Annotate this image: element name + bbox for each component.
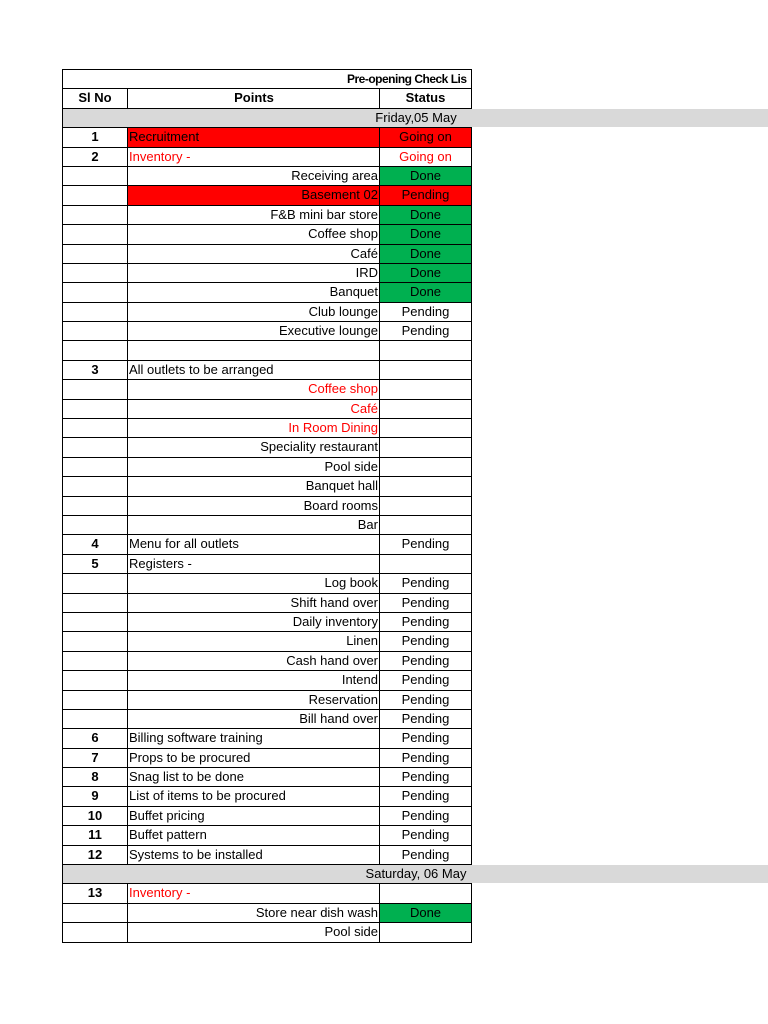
sl-no-cell <box>63 400 128 418</box>
date-label: Saturday, 06 May <box>365 866 467 882</box>
checklist-row <box>63 535 472 554</box>
status-cell: Pending <box>380 632 472 650</box>
checklist-row <box>63 652 472 671</box>
sl-no-cell: 8 <box>63 768 128 786</box>
point-cell: Linen <box>128 632 380 650</box>
status-cell <box>380 458 472 476</box>
point-cell: Café <box>128 400 380 418</box>
checklist-row <box>63 613 472 632</box>
checklist-row <box>63 904 472 923</box>
checklist-row <box>63 225 472 244</box>
checklist-row <box>63 807 472 826</box>
status-cell: Done <box>380 167 472 185</box>
point-cell: List of items to be procured <box>128 787 380 805</box>
sl-no-cell: 11 <box>63 826 128 844</box>
point-cell: Banquet hall <box>128 477 380 495</box>
sl-no-cell <box>63 594 128 612</box>
checklist-row <box>63 768 472 787</box>
status-cell: Going on <box>380 148 472 166</box>
point-cell: In Room Dining <box>128 419 380 437</box>
sl-no-cell <box>63 923 128 941</box>
sl-no-cell <box>63 613 128 631</box>
checklist-row <box>63 826 472 845</box>
point-cell: Buffet pricing <box>128 807 380 825</box>
sl-no-cell <box>63 438 128 456</box>
status-cell: Pending <box>380 691 472 709</box>
checklist-row <box>63 632 472 651</box>
checklist-row <box>63 497 472 516</box>
checklist-row <box>63 846 472 865</box>
status-cell <box>380 555 472 573</box>
status-cell: Done <box>380 904 472 922</box>
point-cell: Buffet pattern <box>128 826 380 844</box>
status-cell: Pending <box>380 652 472 670</box>
title-row <box>63 70 472 89</box>
status-cell: Pending <box>380 787 472 805</box>
point-cell: Coffee shop <box>128 380 380 398</box>
checklist-row <box>63 671 472 690</box>
sl-no-cell <box>63 574 128 592</box>
checklist-row <box>63 380 472 399</box>
status-cell <box>380 361 472 379</box>
point-cell: Reservation <box>128 691 380 709</box>
status-cell: Pending <box>380 574 472 592</box>
status-cell <box>380 477 472 495</box>
sl-no-cell <box>63 516 128 534</box>
status-cell: Done <box>380 206 472 224</box>
point-cell <box>128 341 380 359</box>
sl-no-cell: 5 <box>63 555 128 573</box>
checklist-body <box>63 109 472 943</box>
sl-no-cell <box>63 225 128 243</box>
status-cell: Pending <box>380 729 472 747</box>
status-cell: Done <box>380 264 472 282</box>
sl-no-cell <box>63 497 128 515</box>
point-cell: Props to be procured <box>128 749 380 767</box>
header-status: Status <box>380 89 472 107</box>
point-cell: Pool side <box>128 458 380 476</box>
status-cell: Done <box>380 225 472 243</box>
sl-no-cell <box>63 245 128 263</box>
sl-no-cell <box>63 283 128 301</box>
status-cell <box>380 400 472 418</box>
status-cell: Done <box>380 283 472 301</box>
point-cell: Registers - <box>128 555 380 573</box>
checklist-row <box>63 458 472 477</box>
date-label: Friday,05 May <box>375 109 457 125</box>
date-row <box>63 865 472 884</box>
point-cell: IRD <box>128 264 380 282</box>
status-cell <box>380 380 472 398</box>
date-row <box>63 109 472 128</box>
point-cell: Cash hand over <box>128 652 380 670</box>
status-cell: Pending <box>380 322 472 340</box>
header-points: Points <box>128 89 380 107</box>
checklist-row <box>63 361 472 380</box>
sl-no-cell <box>63 341 128 359</box>
sl-no-cell <box>63 710 128 728</box>
sl-no-cell: 7 <box>63 749 128 767</box>
sl-no-cell: 2 <box>63 148 128 166</box>
checklist-row <box>63 516 472 535</box>
status-cell: Pending <box>380 749 472 767</box>
sl-no-cell <box>63 904 128 922</box>
header-sl-no: Sl No <box>63 89 128 107</box>
status-cell <box>380 516 472 534</box>
checklist-row <box>63 923 472 942</box>
checklist-row <box>63 574 472 593</box>
sl-no-cell <box>63 186 128 204</box>
checklist-row <box>63 264 472 283</box>
point-cell: Bar <box>128 516 380 534</box>
sl-no-cell <box>63 652 128 670</box>
point-cell: Daily inventory <box>128 613 380 631</box>
sl-no-cell <box>63 671 128 689</box>
status-cell <box>380 497 472 515</box>
sl-no-cell <box>63 632 128 650</box>
sl-no-cell: 1 <box>63 128 128 146</box>
sl-no-cell <box>63 380 128 398</box>
checklist-row <box>63 167 472 186</box>
checklist-row <box>63 148 472 167</box>
point-cell: Log book <box>128 574 380 592</box>
checklist-sheet <box>62 69 472 943</box>
sl-no-cell: 3 <box>63 361 128 379</box>
point-cell: All outlets to be arranged <box>128 361 380 379</box>
status-cell: Pending <box>380 807 472 825</box>
point-cell: Bill hand over <box>128 710 380 728</box>
sl-no-cell <box>63 691 128 709</box>
status-cell <box>380 341 472 359</box>
point-cell: Club lounge <box>128 303 380 321</box>
point-cell: Inventory - <box>128 884 380 902</box>
point-cell: Inventory - <box>128 148 380 166</box>
point-cell: Receiving area <box>128 167 380 185</box>
checklist-row <box>63 710 472 729</box>
point-cell: Menu for all outlets <box>128 535 380 553</box>
status-cell: Pending <box>380 535 472 553</box>
sl-no-cell <box>63 303 128 321</box>
point-cell: Snag list to be done <box>128 768 380 786</box>
checklist-row <box>63 186 472 205</box>
point-cell: Shift hand over <box>128 594 380 612</box>
point-cell: Store near dish wash <box>128 904 380 922</box>
checklist-row <box>63 400 472 419</box>
sl-no-cell <box>63 419 128 437</box>
sl-no-cell <box>63 458 128 476</box>
point-cell: Pool side <box>128 923 380 941</box>
sl-no-cell: 9 <box>63 787 128 805</box>
point-cell: Recruitment <box>128 128 380 146</box>
sheet-title: Pre-opening Check Lis <box>347 72 467 86</box>
point-cell: Billing software training <box>128 729 380 747</box>
checklist-row <box>63 884 472 903</box>
checklist-row <box>63 206 472 225</box>
point-cell: Executive lounge <box>128 322 380 340</box>
point-cell: Banquet <box>128 283 380 301</box>
status-cell: Pending <box>380 846 472 864</box>
checklist-row <box>63 438 472 457</box>
sl-no-cell: 10 <box>63 807 128 825</box>
point-cell: Basement 02 <box>128 186 380 204</box>
checklist-row <box>63 322 472 341</box>
checklist-row <box>63 419 472 438</box>
sl-no-cell: 13 <box>63 884 128 902</box>
status-cell: Pending <box>380 613 472 631</box>
status-cell: Pending <box>380 768 472 786</box>
point-cell: Board rooms <box>128 497 380 515</box>
checklist-row <box>63 303 472 322</box>
checklist-row <box>63 691 472 710</box>
status-cell: Pending <box>380 186 472 204</box>
sl-no-cell <box>63 206 128 224</box>
sl-no-cell <box>63 477 128 495</box>
sl-no-cell <box>63 167 128 185</box>
point-cell: Systems to be installed <box>128 846 380 864</box>
status-cell <box>380 438 472 456</box>
checklist-row <box>63 787 472 806</box>
sl-no-cell <box>63 264 128 282</box>
status-cell: Pending <box>380 303 472 321</box>
checklist-row <box>63 555 472 574</box>
title-cell <box>63 70 472 88</box>
sl-no-cell: 12 <box>63 846 128 864</box>
checklist-row <box>63 594 472 613</box>
checklist-row <box>63 749 472 768</box>
status-cell: Pending <box>380 671 472 689</box>
status-cell <box>380 419 472 437</box>
checklist-row <box>63 729 472 748</box>
status-cell: Pending <box>380 710 472 728</box>
sl-no-cell: 4 <box>63 535 128 553</box>
header-row <box>63 89 472 108</box>
checklist-row <box>63 128 472 147</box>
sl-no-cell: 6 <box>63 729 128 747</box>
checklist-row <box>63 477 472 496</box>
status-cell <box>380 884 472 902</box>
point-cell: Café <box>128 245 380 263</box>
checklist-row <box>63 341 472 360</box>
status-cell: Done <box>380 245 472 263</box>
point-cell: F&B mini bar store <box>128 206 380 224</box>
status-cell: Pending <box>380 826 472 844</box>
status-cell: Going on <box>380 128 472 146</box>
checklist-row <box>63 283 472 302</box>
status-cell: Pending <box>380 594 472 612</box>
point-cell: Intend <box>128 671 380 689</box>
sl-no-cell <box>63 322 128 340</box>
point-cell: Coffee shop <box>128 225 380 243</box>
checklist-row <box>63 245 472 264</box>
status-cell <box>380 923 472 941</box>
point-cell: Speciality restaurant <box>128 438 380 456</box>
